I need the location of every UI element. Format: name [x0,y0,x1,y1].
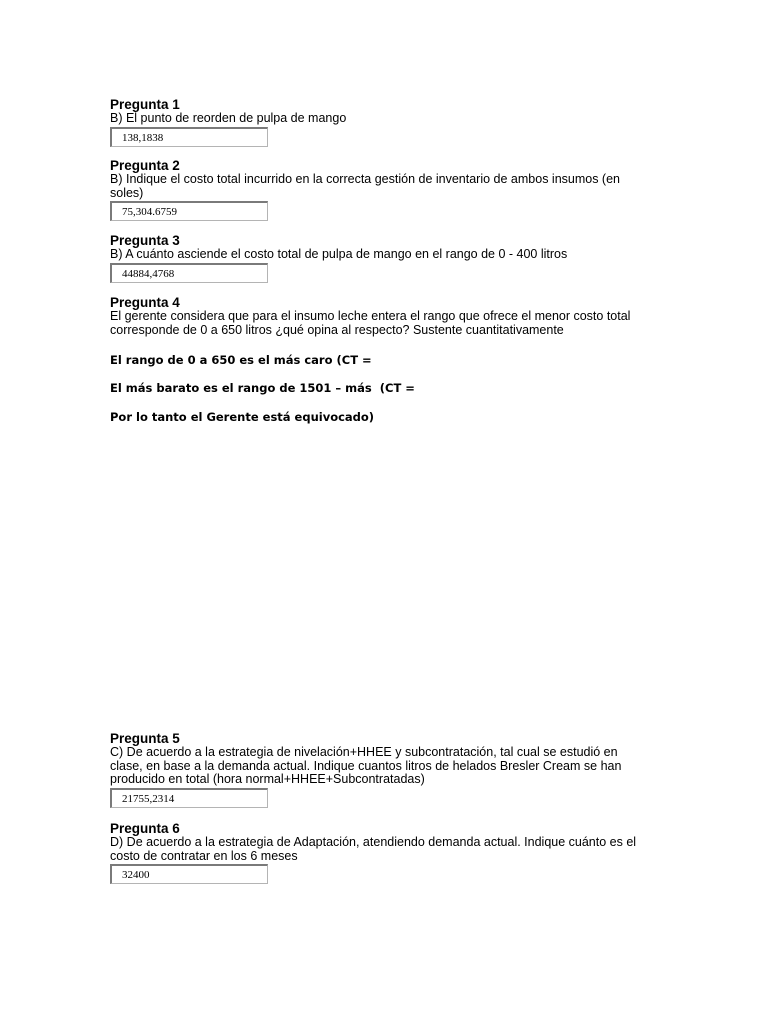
question-2 [110,158,670,221]
question-5-title: Pregunta 5 [110,731,180,746]
question-1 [110,97,670,147]
question-2-title: Pregunta 2 [110,158,180,173]
question-6-answer-field[interactable]: 32400 [110,864,268,884]
question-4-title: Pregunta 4 [110,295,180,310]
question-3 [110,233,670,283]
question-3-answer-field[interactable]: 44884,4768 [110,263,268,283]
question-5-answer-field[interactable]: 21755,2314 [110,788,268,808]
question-4-text: El gerente considera que para el insumo leche entera el rango que ofrece el menor costo total corresponde de 0 a 650 litros ¿qué opina al respecto? Sustente cuantitativamente [110,309,631,337]
question-4-answer-line-2: El más barato es el rango de 1501 – más (CT = [110,381,415,395]
question-2-text: B) Indique el costo total incurrido en la correcta gestión de inventario de ambos insumos (en soles) [110,172,621,200]
question-4-answer-line-3: Por lo tanto el Gerente está equivocado) [110,410,375,424]
question-1-title: Pregunta 1 [110,97,180,112]
question-3-text: B) A cuánto asciende el costo total de pulpa de mango en el rango de 0 - 400 litros [110,247,568,261]
question-4 [110,295,670,337]
question-4-answer-line-1: El rango de 0 a 650 es el más caro (CT = [110,353,372,367]
question-2-answer-field[interactable]: 75,304.6759 [110,201,268,221]
question-1-text: B) El punto de reorden de pulpa de mango [110,111,347,125]
question-5-text: C) De acuerdo a la estrategia de nivelación+HHEE y subcontratación, tal cual se estudió en clase, en base a la demanda actual. Indique cuantos litros de helados Bresler Cream se han producido en total (hora normal+HHEE+Subcontratadas) [110,745,622,786]
question-6 [110,821,670,884]
question-5 [110,731,670,808]
question-6-title: Pregunta 6 [110,821,180,836]
question-1-answer-field[interactable]: 138,1838 [110,127,268,147]
question-6-text: D) De acuerdo a la estrategia de Adaptación, atendiendo demanda actual. Indique cuánto es el costo de contratar en los 6 meses [110,835,637,863]
question-3-title: Pregunta 3 [110,233,180,248]
